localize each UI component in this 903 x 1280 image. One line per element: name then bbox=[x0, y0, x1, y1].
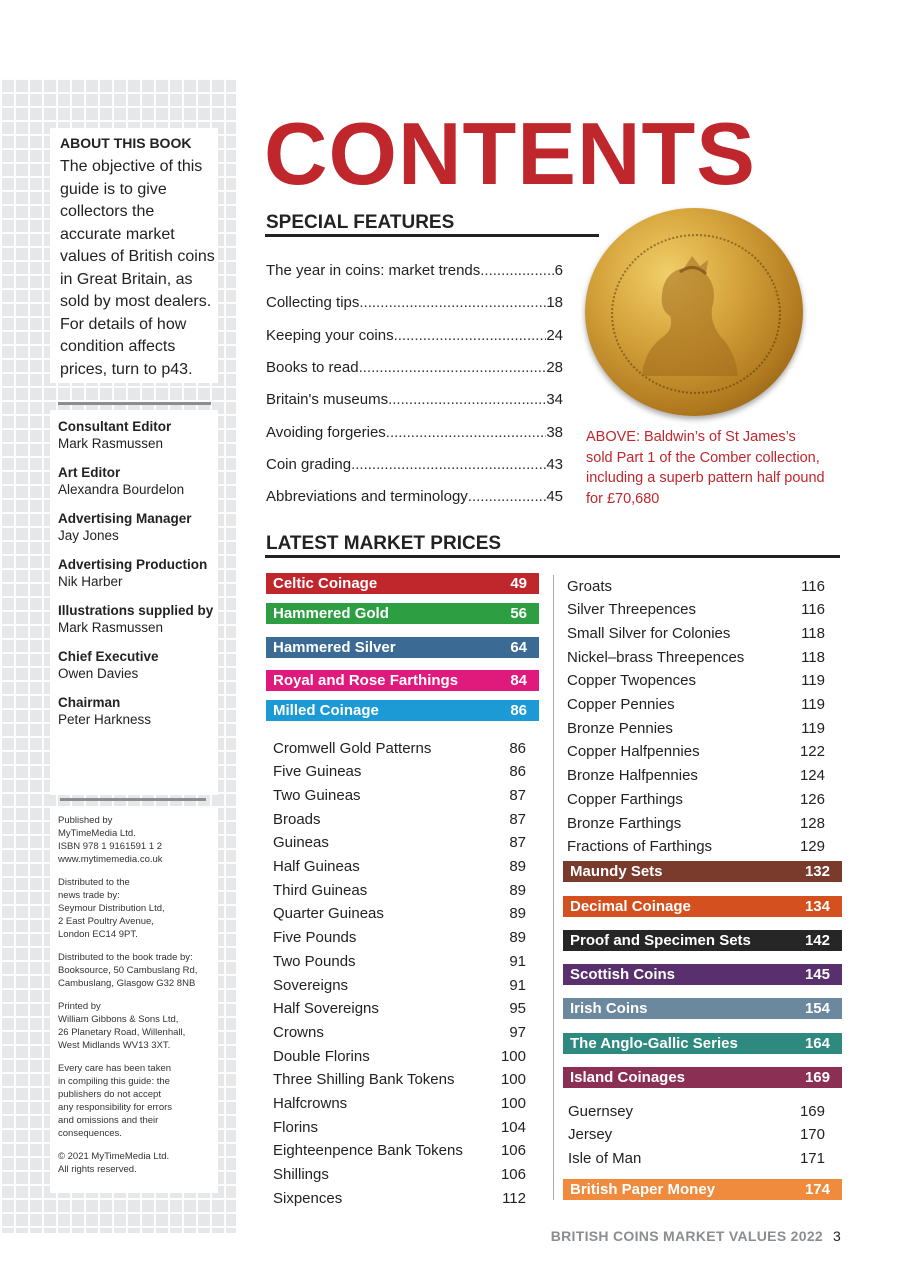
entry-page: 89 bbox=[509, 858, 526, 875]
entry-label: Five Pounds bbox=[273, 929, 357, 947]
imprint-paragraph: Every care has been taken in compiling this guide: the publishers do not accept any responsibility for errors and omissions and their consequences. bbox=[58, 1063, 173, 1139]
entry-label: Sixpences bbox=[273, 1189, 343, 1207]
feature-title: The year in coins: market trends bbox=[266, 262, 481, 279]
imprint-paragraph: Printed by William Gibbons & Sons Ltd, 26 Planetary Road, Willenhall, West Midlands WV13 3XT. bbox=[58, 1001, 186, 1051]
price-entry bbox=[273, 974, 526, 996]
feature-title: Collecting tips bbox=[266, 294, 360, 311]
feature-page: 24 bbox=[546, 327, 563, 344]
feature-page: 38 bbox=[546, 424, 563, 441]
credit-item bbox=[58, 418, 223, 452]
price-entry bbox=[567, 646, 825, 668]
entry-label: Double Florins bbox=[273, 1047, 370, 1065]
dot-leader bbox=[468, 488, 547, 505]
feature-row bbox=[266, 456, 563, 478]
entry-label: Half Sovereigns bbox=[273, 1000, 379, 1018]
feature-page: 43 bbox=[546, 456, 563, 473]
entry-page: 170 bbox=[799, 1126, 825, 1144]
entry-label: Copper Pennies bbox=[567, 696, 675, 713]
price-entry bbox=[273, 879, 526, 901]
feature-row bbox=[266, 262, 563, 284]
price-entry bbox=[567, 575, 825, 597]
band-label: The Anglo-Gallic Series bbox=[570, 1035, 738, 1052]
entry-label: Small Silver for Colonies bbox=[567, 624, 731, 642]
band-label: Proof and Specimen Sets bbox=[570, 932, 751, 949]
dot-leader bbox=[394, 327, 547, 344]
entry-label: Guernsey bbox=[568, 1102, 634, 1120]
entry-page: 89 bbox=[509, 881, 526, 899]
imprint-paragraph: Published by MyTimeMedia Ltd. ISBN 978 1 9161591 1 2 www.mytimemedia.co.uk bbox=[58, 815, 163, 865]
price-entry bbox=[273, 1093, 526, 1115]
credit-name: Jay Jones bbox=[58, 528, 119, 543]
entry-label: Eighteenpence Bank Tokens bbox=[273, 1142, 463, 1160]
dot-leader bbox=[386, 424, 547, 441]
entry-label: Bronze Halfpennies bbox=[567, 767, 698, 785]
credit-name: Peter Harkness bbox=[58, 712, 152, 727]
entry-page: 100 bbox=[500, 1071, 526, 1089]
price-entry bbox=[273, 856, 526, 878]
market-prices-heading: LATEST MARKET PRICES bbox=[266, 533, 502, 554]
entry-page: 112 bbox=[502, 1189, 526, 1207]
price-entry bbox=[273, 927, 526, 949]
price-entry bbox=[567, 599, 825, 621]
section-band bbox=[563, 964, 842, 985]
credit-item bbox=[58, 602, 223, 636]
market-prices-rule bbox=[265, 555, 840, 558]
section-band bbox=[266, 670, 539, 691]
price-entry bbox=[568, 1124, 825, 1146]
price-entry bbox=[273, 1140, 526, 1162]
price-entry bbox=[567, 741, 825, 763]
section-band bbox=[266, 603, 539, 624]
price-entry bbox=[568, 1100, 825, 1122]
entry-label: Quarter Guineas bbox=[273, 905, 384, 923]
feature-title: Britain's museums bbox=[266, 391, 389, 408]
entry-label: Copper Farthings bbox=[567, 790, 683, 808]
section-band bbox=[266, 700, 539, 721]
credit-name: Owen Davies bbox=[58, 666, 139, 681]
band-page: 142 bbox=[804, 932, 830, 949]
price-entry bbox=[273, 903, 526, 925]
band-page: 164 bbox=[804, 1035, 830, 1052]
entry-label: Copper Twopences bbox=[567, 672, 696, 690]
band-page: 56 bbox=[510, 605, 527, 622]
band-label: Irish Coins bbox=[570, 1000, 648, 1017]
price-entry bbox=[273, 1021, 526, 1043]
band-label: Royal and Rose Farthings bbox=[273, 672, 459, 689]
entry-page: 118 bbox=[801, 648, 825, 666]
credits-list bbox=[58, 418, 223, 740]
band-page: 84 bbox=[510, 672, 527, 689]
entry-label: Bronze Pennies bbox=[567, 719, 673, 737]
entry-label: Isle of Man bbox=[568, 1149, 642, 1167]
credit-role: Consultant Editor bbox=[58, 419, 172, 434]
entry-label: Fractions of Farthings bbox=[567, 838, 713, 856]
entry-label: Halfcrowns bbox=[273, 1095, 348, 1112]
entry-page: 118 bbox=[801, 624, 825, 642]
price-entry bbox=[567, 788, 825, 810]
price-entry bbox=[273, 808, 526, 830]
entry-page: 86 bbox=[509, 763, 526, 781]
band-label: Milled Coinage bbox=[273, 702, 379, 719]
section-band bbox=[563, 1067, 842, 1088]
price-entry bbox=[567, 812, 825, 834]
dot-leader bbox=[388, 391, 546, 408]
credit-role: Advertising Manager bbox=[58, 511, 192, 526]
band-label: British Paper Money bbox=[570, 1181, 716, 1198]
credit-item bbox=[58, 556, 223, 590]
entry-page: 128 bbox=[799, 814, 825, 832]
band-page: 169 bbox=[804, 1069, 830, 1086]
feature-row bbox=[266, 359, 563, 381]
entry-page: 87 bbox=[509, 810, 526, 828]
price-entry bbox=[567, 717, 825, 739]
imprint-block bbox=[58, 814, 218, 1186]
feature-row bbox=[266, 294, 563, 316]
credit-role: Advertising Production bbox=[58, 557, 208, 572]
entry-page: 106 bbox=[500, 1142, 526, 1160]
band-page: 49 bbox=[510, 575, 527, 592]
band-page: 64 bbox=[510, 639, 527, 656]
entry-page: 87 bbox=[509, 834, 526, 852]
feature-title: Keeping your coins bbox=[266, 327, 394, 344]
band-page: 174 bbox=[804, 1181, 830, 1198]
entry-label: Copper Halfpennies bbox=[567, 743, 700, 761]
entry-page: 87 bbox=[509, 786, 526, 804]
dot-leader bbox=[480, 262, 554, 279]
entry-page: 89 bbox=[509, 905, 526, 923]
entry-label: Crowns bbox=[273, 1023, 324, 1041]
price-entry bbox=[273, 737, 526, 759]
price-entry bbox=[273, 1164, 526, 1186]
page-number: 3 bbox=[833, 1228, 841, 1244]
entry-page: 104 bbox=[500, 1118, 526, 1136]
entry-page: 86 bbox=[509, 739, 526, 757]
entry-page: 169 bbox=[799, 1102, 825, 1120]
entry-label: Two Guineas bbox=[273, 786, 361, 804]
credit-role: Illustrations supplied by bbox=[58, 603, 214, 618]
dot-leader bbox=[359, 359, 547, 376]
section-band bbox=[563, 896, 842, 917]
entry-page: 100 bbox=[500, 1047, 526, 1065]
feature-page: 34 bbox=[546, 391, 563, 408]
price-entry bbox=[567, 622, 825, 644]
sidebar-divider bbox=[58, 402, 211, 405]
feature-page: 18 bbox=[546, 294, 563, 311]
entry-label: Jersey bbox=[568, 1126, 613, 1144]
entry-page: 119 bbox=[801, 719, 825, 737]
coin-photo bbox=[585, 208, 803, 416]
credit-item bbox=[58, 648, 223, 682]
entry-label: Three Shilling Bank Tokens bbox=[273, 1071, 455, 1089]
entry-page: 106 bbox=[500, 1166, 526, 1184]
entry-page: 89 bbox=[509, 929, 526, 947]
band-page: 132 bbox=[804, 863, 830, 880]
credit-name: Nik Harber bbox=[58, 574, 123, 589]
entry-page: 119 bbox=[801, 696, 825, 713]
credit-role: Art Editor bbox=[58, 465, 121, 480]
band-label: Hammered Silver bbox=[273, 639, 396, 656]
price-entry bbox=[273, 1069, 526, 1091]
entry-page: 91 bbox=[509, 976, 526, 994]
feature-row bbox=[266, 424, 563, 446]
entry-page: 97 bbox=[509, 1023, 526, 1041]
entry-page: 124 bbox=[799, 767, 825, 785]
feature-title: Coin grading bbox=[266, 456, 352, 473]
entry-page: 116 bbox=[801, 577, 825, 595]
price-entry bbox=[273, 950, 526, 972]
entry-label: Two Pounds bbox=[273, 952, 356, 970]
feature-page: 28 bbox=[546, 359, 563, 376]
entry-label: Florins bbox=[273, 1118, 319, 1136]
credit-role: Chairman bbox=[58, 695, 121, 710]
band-label: Celtic Coinage bbox=[273, 575, 378, 592]
credit-item bbox=[58, 694, 223, 728]
imprint-paragraph: Distributed to the news trade by: Seymour Distribution Ltd, 2 East Poultry Avenue, London EC14 9PT. bbox=[58, 877, 165, 940]
sidebar-divider bbox=[60, 798, 206, 801]
price-entry bbox=[273, 1116, 526, 1138]
credit-name: Mark Rasmussen bbox=[58, 436, 164, 451]
credit-item bbox=[58, 510, 223, 544]
entry-page: 122 bbox=[799, 743, 825, 761]
entry-label: Bronze Farthings bbox=[567, 814, 682, 832]
running-footer: BRITISH COINS MARKET VALUES 2022 bbox=[550, 1228, 823, 1244]
price-entry bbox=[273, 1187, 526, 1209]
entry-label: Silver Threepences bbox=[567, 601, 696, 619]
entry-page: 129 bbox=[799, 838, 825, 856]
section-band bbox=[563, 998, 842, 1019]
special-features-heading: SPECIAL FEATURES bbox=[266, 212, 455, 233]
price-entry bbox=[567, 670, 825, 692]
entry-page: 126 bbox=[799, 790, 825, 808]
section-band bbox=[563, 1033, 842, 1054]
band-label: Scottish Coins bbox=[570, 966, 676, 983]
entry-label: Shillings bbox=[273, 1166, 329, 1184]
section-band bbox=[563, 861, 842, 882]
feature-row bbox=[266, 488, 563, 510]
price-entry bbox=[273, 784, 526, 806]
dot-leader bbox=[351, 456, 546, 473]
entry-label: Cromwell Gold Patterns bbox=[273, 739, 432, 757]
entry-label: Five Guineas bbox=[273, 763, 362, 781]
about-title: ABOUT THIS BOOK bbox=[60, 135, 192, 151]
feature-title: Abbreviations and terminology bbox=[266, 488, 468, 505]
about-text: The objective of this guide is to give collectors the accurate market values of British coins in Great Britain, as sold by most dealers. For details of how condition affects prices, turn to p43. bbox=[60, 158, 215, 378]
entry-label: Sovereigns bbox=[273, 976, 349, 994]
price-entry bbox=[568, 1147, 825, 1169]
feature-page: 6 bbox=[554, 262, 563, 279]
section-band bbox=[266, 637, 539, 658]
entry-label: Nickel–brass Threepences bbox=[567, 648, 745, 666]
credit-name: Mark Rasmussen bbox=[58, 620, 164, 635]
feature-row bbox=[266, 327, 563, 349]
dot-leader bbox=[359, 294, 546, 311]
price-entry bbox=[567, 836, 825, 858]
page-title: CONTENTS bbox=[264, 104, 756, 203]
band-page: 154 bbox=[804, 1000, 830, 1017]
band-page: 145 bbox=[804, 966, 830, 983]
band-page: 134 bbox=[804, 898, 830, 915]
entry-page: 119 bbox=[801, 672, 825, 690]
section-band bbox=[563, 930, 842, 951]
band-label: Hammered Gold bbox=[273, 605, 389, 622]
feature-title: Books to read bbox=[266, 359, 359, 376]
band-label: Maundy Sets bbox=[570, 863, 663, 880]
entry-page: 91 bbox=[509, 952, 526, 970]
band-label: Decimal Coinage bbox=[570, 898, 691, 915]
entry-label: Broads bbox=[273, 810, 321, 828]
entry-page: 100 bbox=[500, 1095, 526, 1112]
price-entry bbox=[273, 998, 526, 1020]
entry-page: 95 bbox=[509, 1000, 526, 1018]
price-entry bbox=[273, 761, 526, 783]
imprint-paragraph: Distributed to the book trade by: Booksource, 50 Cambuslang Rd, Cambuslang, Glasgow G32 8NB bbox=[58, 952, 198, 989]
section-band bbox=[563, 1179, 842, 1200]
entry-label: Third Guineas bbox=[273, 881, 368, 899]
credit-item bbox=[58, 464, 223, 498]
credit-role: Chief Executive bbox=[58, 649, 159, 664]
entry-label: Groats bbox=[567, 577, 613, 595]
special-features-rule bbox=[265, 234, 599, 237]
price-entry bbox=[567, 765, 825, 787]
feature-page: 45 bbox=[546, 488, 563, 505]
band-page: 86 bbox=[510, 702, 527, 719]
entry-label: Guineas bbox=[273, 834, 329, 852]
section-band bbox=[266, 573, 539, 594]
band-label: Island Coinages bbox=[570, 1069, 686, 1086]
credit-name: Alexandra Bourdelon bbox=[58, 482, 185, 497]
price-entry bbox=[273, 832, 526, 854]
price-entry bbox=[273, 1045, 526, 1067]
coin-portrait-icon bbox=[640, 248, 740, 378]
photo-caption: ABOVE: Baldwin’s of St James’s sold Part 1 of the Comber collection, including a superb pattern half pound for £70,680 bbox=[586, 429, 825, 507]
entry-page: 171 bbox=[799, 1149, 825, 1167]
feature-title: Avoiding forgeries bbox=[266, 424, 386, 441]
column-divider bbox=[553, 575, 554, 1200]
price-entry bbox=[567, 694, 825, 716]
feature-row bbox=[266, 391, 563, 413]
imprint-paragraph: © 2021 MyTimeMedia Ltd. All rights reserved. bbox=[58, 1151, 170, 1175]
entry-page: 116 bbox=[801, 601, 825, 619]
entry-label: Half Guineas bbox=[273, 858, 360, 875]
